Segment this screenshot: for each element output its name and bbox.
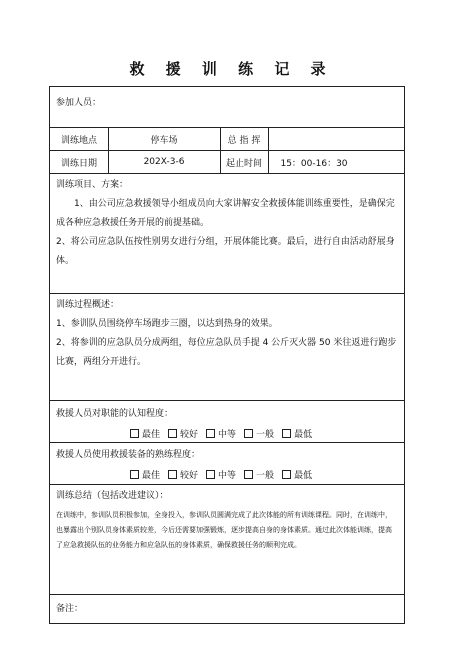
location-label: 训练地点 (60, 135, 97, 146)
participants-label: 参加人员： (56, 98, 102, 108)
project-label: 训练项目、方案： (56, 180, 129, 190)
time-value: 15：00-16：30 (280, 158, 348, 169)
process-line-1: 1、参训队员围绕停车场跑步三圈，以达到热身的效果。 (56, 319, 278, 329)
awareness-option[interactable]: 中等 (206, 427, 236, 440)
proficiency-options (130, 468, 312, 481)
checkbox-icon (206, 470, 215, 479)
awareness-label: 救援人员对职能的认知程度： (56, 409, 174, 419)
page-title: 救 援 训 练 记 录 (129, 60, 334, 78)
time-label: 起止时间 (225, 158, 262, 169)
process-label: 训练过程概述： (56, 300, 120, 310)
proficiency-option[interactable]: 中等 (206, 468, 236, 481)
date-value: 202X-3-6 (143, 157, 185, 167)
checkbox-icon (130, 470, 139, 479)
project-line-1: 1、由公司应急救援领导小组成员向大家讲解安全救援体能训练重要性，是确保完成各种应急救援任务开展的前提基础。 (56, 199, 395, 228)
date-row (50, 150, 404, 173)
awareness-option[interactable]: 较好 (168, 427, 198, 440)
participants-row (50, 87, 404, 127)
checkbox-icon (244, 470, 253, 479)
remarks-label: 备注： (56, 604, 84, 614)
commander-label: 总 指 挥 (227, 135, 261, 146)
checkbox-icon (244, 429, 253, 438)
checkbox-icon (168, 429, 177, 438)
checkbox-icon (282, 470, 291, 479)
location-row (50, 127, 404, 150)
location-value: 停车场 (150, 135, 178, 146)
awareness-option[interactable]: 一般 (244, 427, 274, 440)
awareness-option[interactable]: 最佳 (130, 427, 160, 440)
checkbox-icon (282, 429, 291, 438)
project-line-2: 2、将公司应急队伍按性别男女进行分组，开展体能比赛。最后，进行自由活动舒展身体。 (56, 237, 395, 266)
summary-label: 训练总结（包括改进建议）： (56, 491, 169, 501)
project-row (50, 173, 404, 293)
checkbox-icon (206, 429, 215, 438)
summary-row (50, 484, 404, 594)
process-line-2: 2、将参训的应急队员分成两组，每位应急队员手提 4 公斤灭火器 50 米往返进行跑步比赛，两组分开进行。 (56, 338, 397, 367)
checkbox-icon (168, 470, 177, 479)
awareness-options (130, 427, 312, 440)
proficiency-option[interactable]: 一般 (244, 468, 274, 481)
proficiency-option[interactable]: 较好 (168, 468, 198, 481)
proficiency-row (50, 442, 404, 484)
commander-value (268, 128, 404, 150)
proficiency-option[interactable]: 最低 (282, 468, 312, 481)
proficiency-option[interactable]: 最佳 (130, 468, 160, 481)
date-label: 训练日期 (60, 158, 97, 169)
awareness-row (50, 400, 404, 442)
remarks-row (50, 594, 404, 623)
process-row (50, 293, 404, 400)
summary-text: 在训练中，参训队员积极参加，全身投入，参训队员圆满完成了此次体能的所有训练课程。同时，在训练中，也暴露出个别队员身体素质较差，今后还需要加强锻炼，逐步提高自身的身体素质。通过此次体能训练，提高了应急救援队伍的业务能力和应急队伍的身体素质，确保救援任务的顺利完成。 (56, 511, 392, 549)
awareness-option[interactable]: 最低 (282, 427, 312, 440)
record-form (49, 86, 405, 624)
proficiency-label: 救援人员使用救援装备的熟练程度： (56, 450, 201, 460)
checkbox-icon (130, 429, 139, 438)
